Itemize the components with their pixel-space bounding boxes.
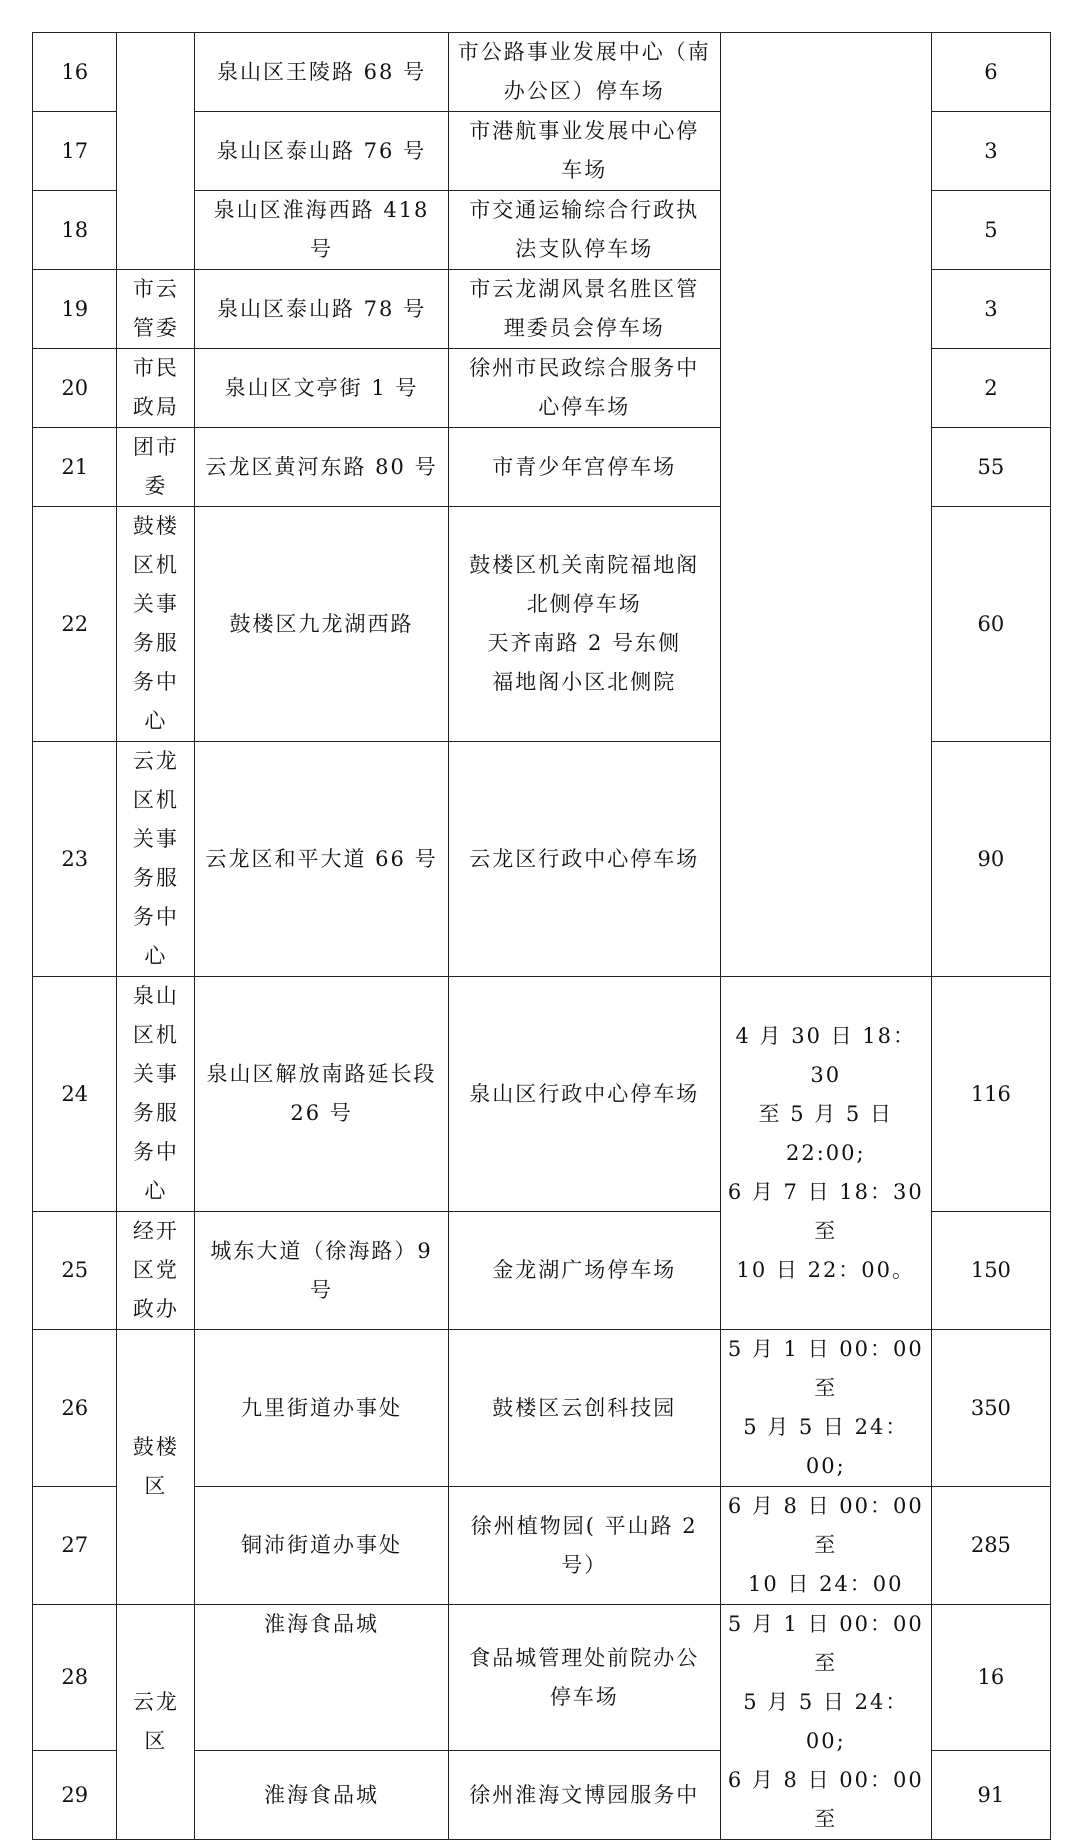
table-row: [33, 977, 1051, 1212]
spaces-cell: 6: [931, 33, 1050, 112]
address-cell: 泉山区文亭街 1 号: [195, 349, 448, 428]
unit-cell: 团市 委: [117, 428, 195, 507]
address-cell: 云龙区黄河东路 80 号: [195, 428, 448, 507]
spaces-cell: 55: [931, 428, 1050, 507]
site-cell: 市交通运输综合行政执 法支队停车场: [448, 191, 720, 270]
time-cell: 6 月 8 日 00：00 至 10 日 24：00: [720, 1487, 931, 1605]
address-cell: 泉山区泰山路 76 号: [195, 112, 448, 191]
spaces-cell: 3: [931, 112, 1050, 191]
address-cell: 铜沛街道办事处: [195, 1487, 448, 1605]
spaces-cell: 90: [931, 742, 1050, 977]
site-cell: 鼓楼区云创科技园: [448, 1330, 720, 1487]
site-cell: 徐州淮海文博园服务中: [448, 1751, 720, 1840]
site-cell: 市青少年宫停车场: [448, 428, 720, 507]
address-cell: 淮海食品城: [195, 1605, 448, 1751]
unit-cell: 鼓楼 区: [117, 1330, 195, 1605]
row-number: 29: [33, 1751, 117, 1840]
row-number: 27: [33, 1487, 117, 1605]
row-number: 26: [33, 1330, 117, 1487]
unit-cell: 云龙 区: [117, 1605, 195, 1840]
row-number: 18: [33, 191, 117, 270]
row-number: 17: [33, 112, 117, 191]
address-cell: 鼓楼区九龙湖西路: [195, 507, 448, 742]
parking-table: [32, 32, 1051, 1840]
site-cell: 市云龙湖风景名胜区管 理委员会停车场: [448, 270, 720, 349]
site-cell: 食品城管理处前院办公 停车场: [448, 1605, 720, 1751]
row-number: 19: [33, 270, 117, 349]
row-number: 28: [33, 1605, 117, 1751]
row-number: 21: [33, 428, 117, 507]
row-number: 22: [33, 507, 117, 742]
site-cell: 泉山区行政中心停车场: [448, 977, 720, 1212]
address-cell: 泉山区解放南路延长段 26 号: [195, 977, 448, 1212]
site-cell: 云龙区行政中心停车场: [448, 742, 720, 977]
address-cell: 泉山区王陵路 68 号: [195, 33, 448, 112]
spaces-cell: 16: [931, 1605, 1050, 1751]
address-cell: 泉山区淮海西路 418 号: [195, 191, 448, 270]
row-number: 16: [33, 33, 117, 112]
spaces-cell: 285: [931, 1487, 1050, 1605]
site-cell: 市公路事业发展中心（南 办公区）停车场: [448, 33, 720, 112]
site-cell: 徐州植物园( 平山路 2 号）: [448, 1487, 720, 1605]
address-cell: 淮海食品城: [195, 1751, 448, 1840]
address-cell: 九里街道办事处: [195, 1330, 448, 1487]
site-cell: 市港航事业发展中心停 车场: [448, 112, 720, 191]
address-cell: 城东大道（徐海路）9 号: [195, 1212, 448, 1330]
address-cell: 云龙区和平大道 66 号: [195, 742, 448, 977]
time-cell: [720, 33, 931, 977]
spaces-cell: 91: [931, 1751, 1050, 1840]
unit-cell: [117, 33, 195, 270]
unit-cell: 市民 政局: [117, 349, 195, 428]
time-cell: 4 月 30 日 18：30 至 5 月 5 日 22:00; 6 月 7 日 18：30 至 10 日 22：00。: [720, 977, 931, 1330]
spaces-cell: 116: [931, 977, 1050, 1212]
address-cell: 泉山区泰山路 78 号: [195, 270, 448, 349]
unit-cell: 云龙 区机 关事 务服 务中 心: [117, 742, 195, 977]
time-cell: 5 月 1 日 00：00 至 5 月 5 日 24：00;: [720, 1330, 931, 1487]
unit-cell: 市云 管委: [117, 270, 195, 349]
table-row: [33, 33, 1051, 112]
table-row: [33, 1605, 1051, 1751]
row-number: 24: [33, 977, 117, 1212]
table-row: [33, 1330, 1051, 1487]
row-number: 25: [33, 1212, 117, 1330]
unit-cell: 经开 区党 政办: [117, 1212, 195, 1330]
row-number: 23: [33, 742, 117, 977]
unit-cell: 鼓楼 区机 关事 务服 务中 心: [117, 507, 195, 742]
spaces-cell: 3: [931, 270, 1050, 349]
spaces-cell: 5: [931, 191, 1050, 270]
unit-cell: 泉山 区机 关事 务服 务中 心: [117, 977, 195, 1212]
time-cell: 5 月 1 日 00：00 至 5 月 5 日 24：00; 6 月 8 日 00：00 至: [720, 1605, 931, 1840]
site-cell: 金龙湖广场停车场: [448, 1212, 720, 1330]
spaces-cell: 150: [931, 1212, 1050, 1330]
site-cell: 徐州市民政综合服务中 心停车场: [448, 349, 720, 428]
spaces-cell: 2: [931, 349, 1050, 428]
row-number: 20: [33, 349, 117, 428]
spaces-cell: 350: [931, 1330, 1050, 1487]
spaces-cell: 60: [931, 507, 1050, 742]
site-cell: 鼓楼区机关南院福地阁 北侧停车场 天齐南路 2 号东侧 福地阁小区北侧院: [448, 507, 720, 742]
